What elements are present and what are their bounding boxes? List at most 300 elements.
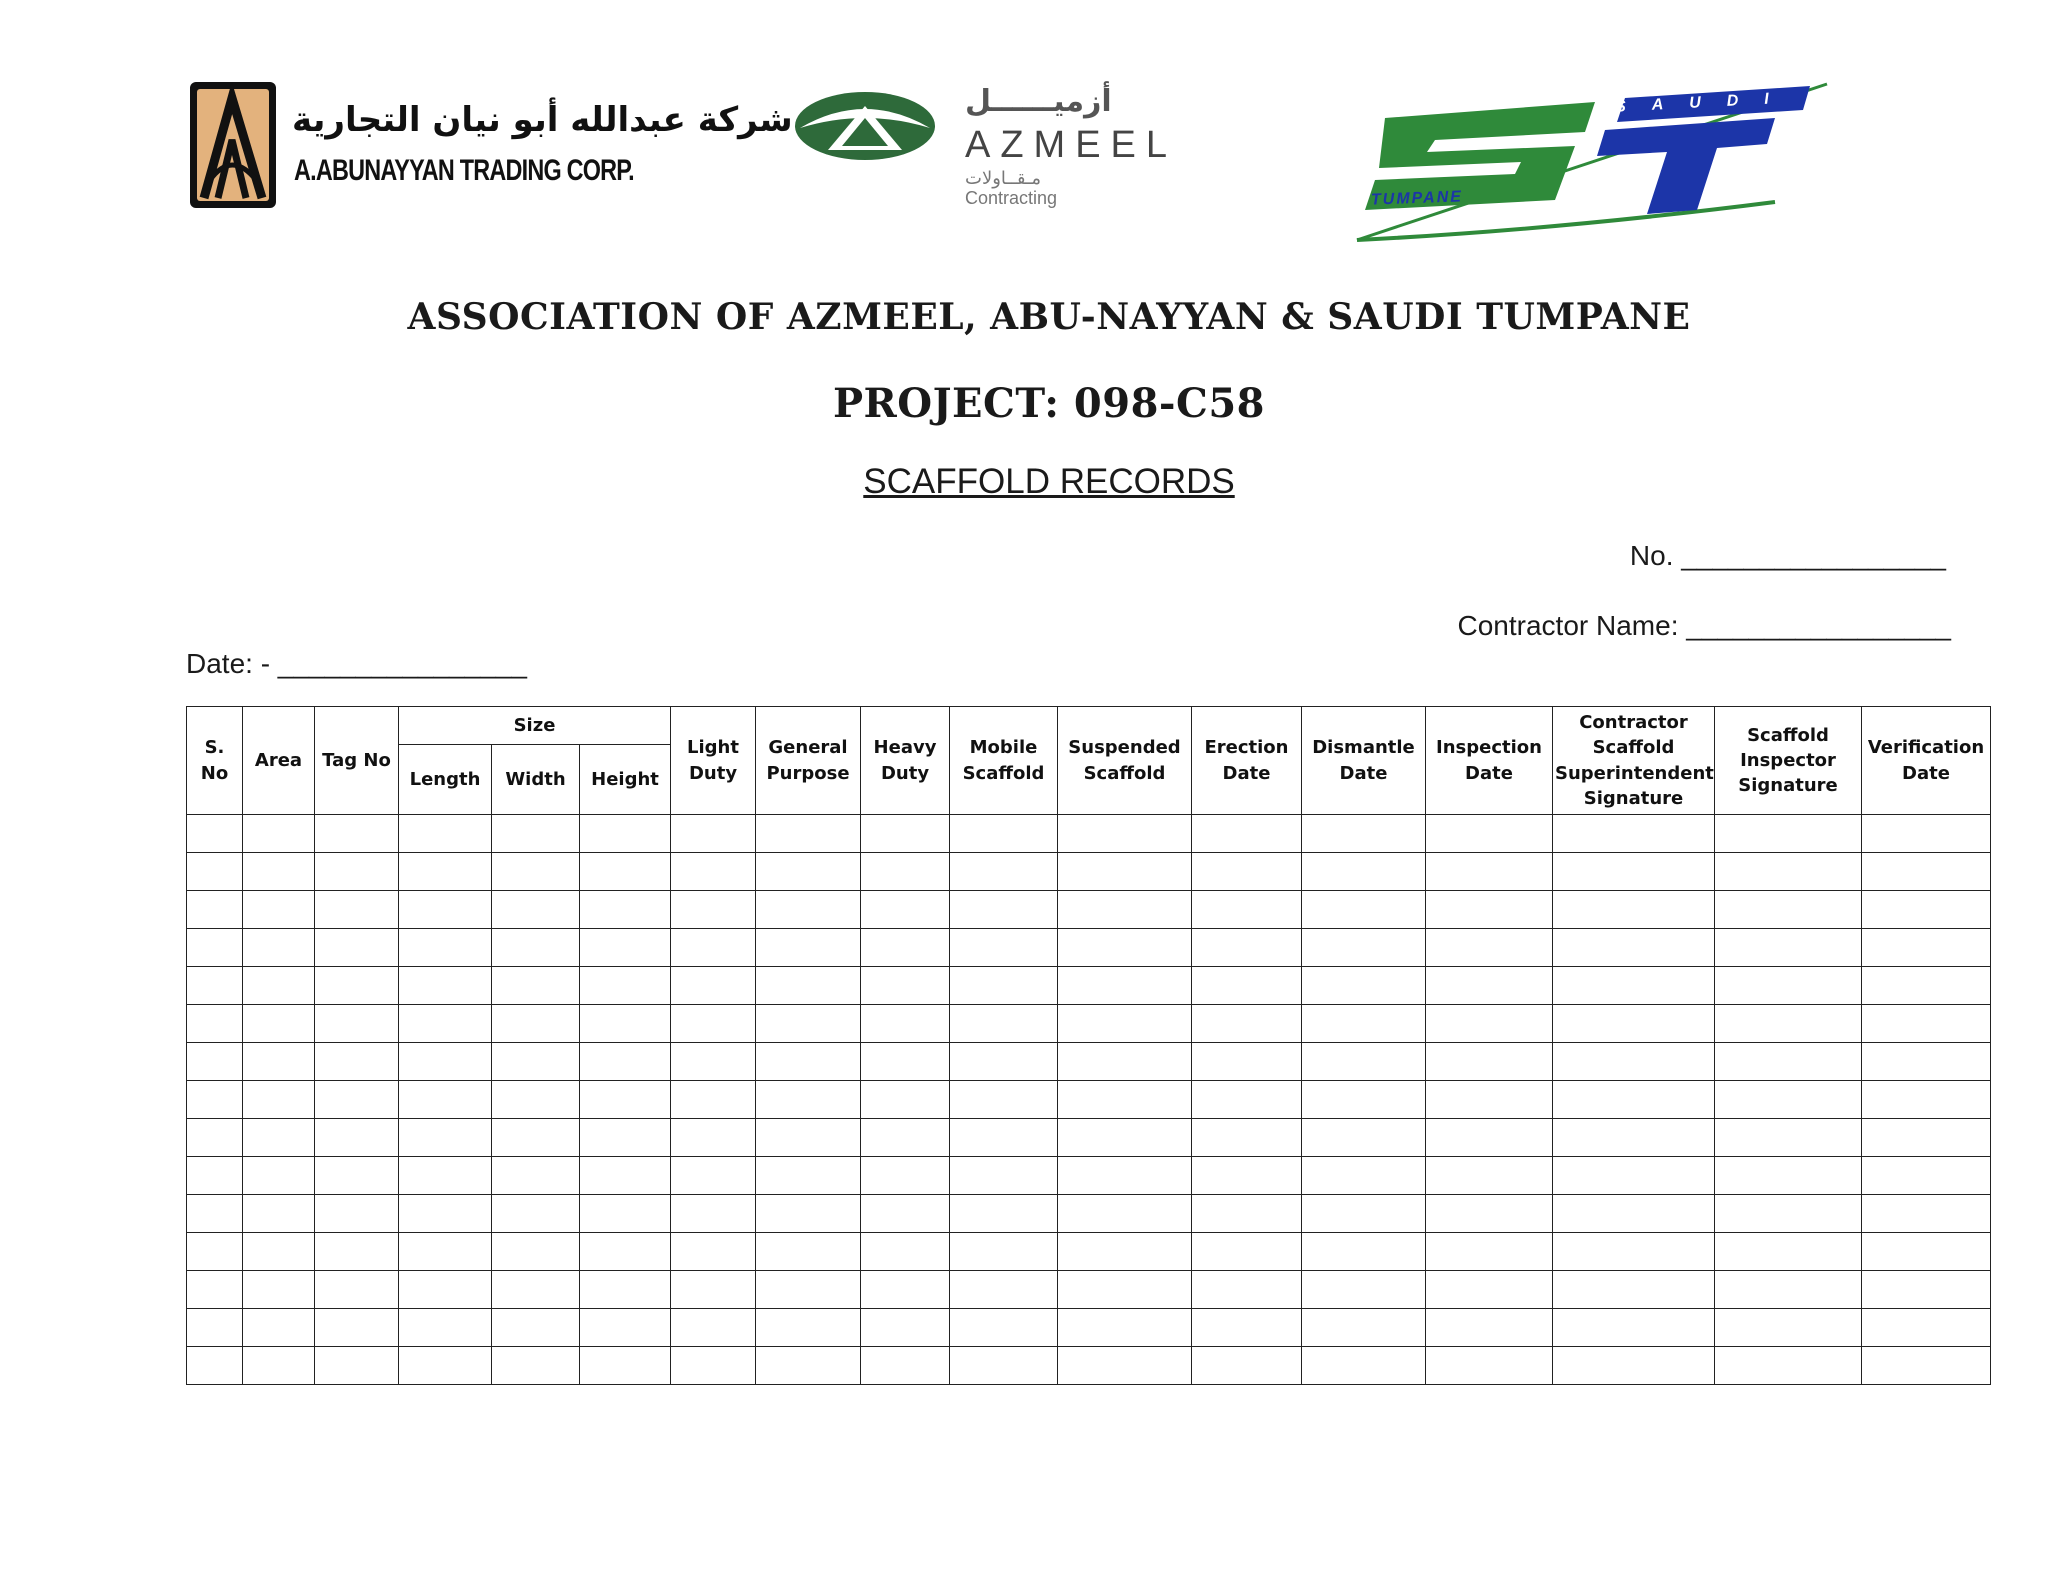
table-cell[interactable]: [950, 929, 1058, 967]
table-cell[interactable]: [399, 1081, 492, 1119]
table-cell[interactable]: [187, 1005, 243, 1043]
table-cell[interactable]: [1553, 1157, 1715, 1195]
table-cell[interactable]: [243, 815, 315, 853]
table-cell[interactable]: [756, 1157, 861, 1195]
table-cell[interactable]: [580, 967, 671, 1005]
table-cell[interactable]: [399, 1271, 492, 1309]
tumpane-bottom-text: TUMPANE: [1370, 188, 1464, 209]
table-cell[interactable]: [399, 853, 492, 891]
header-mobile-scaffold: Mobile Scaffold: [950, 707, 1058, 815]
table-cell[interactable]: [1715, 1271, 1862, 1309]
table-cell[interactable]: [1192, 1005, 1302, 1043]
table-cell[interactable]: [1058, 1309, 1192, 1347]
table-cell[interactable]: [187, 891, 243, 929]
table-cell[interactable]: [1302, 1005, 1426, 1043]
table-cell[interactable]: [1862, 891, 1991, 929]
tumpane-top-text: SAUDI: [1614, 89, 1796, 116]
table-cell[interactable]: [1715, 1081, 1862, 1119]
table-cell[interactable]: [950, 1195, 1058, 1233]
table-cell[interactable]: [243, 891, 315, 929]
header-inspector-signature: Scaffold Inspector Signature: [1715, 707, 1862, 815]
table-cell[interactable]: [1426, 929, 1553, 967]
table-cell[interactable]: [1715, 1119, 1862, 1157]
table-cell[interactable]: [950, 1157, 1058, 1195]
table-cell[interactable]: [1426, 1195, 1553, 1233]
table-cell[interactable]: [187, 1309, 243, 1347]
table-cell[interactable]: [187, 1043, 243, 1081]
table-cell[interactable]: [492, 815, 580, 853]
table-cell[interactable]: [243, 1309, 315, 1347]
table-cell[interactable]: [1426, 853, 1553, 891]
table-cell[interactable]: [243, 1081, 315, 1119]
table-cell[interactable]: [861, 1309, 950, 1347]
table-cell[interactable]: [243, 967, 315, 1005]
table-cell[interactable]: [756, 1233, 861, 1271]
table-cell[interactable]: [1058, 1347, 1192, 1385]
table-cell[interactable]: [1553, 1309, 1715, 1347]
table-cell[interactable]: [1862, 1081, 1991, 1119]
abunayyan-english-name: A.ABUNAYYAN TRADING CORP.: [294, 154, 634, 187]
table-cell[interactable]: [756, 967, 861, 1005]
table-cell[interactable]: [671, 1119, 756, 1157]
table-cell[interactable]: [1715, 929, 1862, 967]
table-cell[interactable]: [671, 891, 756, 929]
table-cell[interactable]: [671, 815, 756, 853]
table-cell[interactable]: [861, 1233, 950, 1271]
table-row: [187, 929, 1991, 967]
header-tag-no: Tag No: [315, 707, 399, 815]
table-cell[interactable]: [1862, 853, 1991, 891]
table-row: [187, 853, 1991, 891]
azmeel-arabic-name: أزميــــــل: [965, 84, 1112, 119]
table-cell[interactable]: [756, 891, 861, 929]
table-cell[interactable]: [1862, 1233, 1991, 1271]
table-cell[interactable]: [492, 853, 580, 891]
table-cell[interactable]: [1192, 891, 1302, 929]
table-cell[interactable]: [950, 967, 1058, 1005]
table-cell[interactable]: [1192, 1043, 1302, 1081]
header-suspended-scaffold: Suspended Scaffold: [1058, 707, 1192, 815]
table-cell[interactable]: [1058, 853, 1192, 891]
table-cell[interactable]: [950, 1233, 1058, 1271]
project-title: PROJECT: 098-C58: [832, 380, 1266, 427]
table-cell[interactable]: [315, 967, 399, 1005]
table-cell[interactable]: [861, 1005, 950, 1043]
table-cell[interactable]: [1302, 815, 1426, 853]
table-cell[interactable]: [1862, 1271, 1991, 1309]
table-cell[interactable]: [1192, 929, 1302, 967]
contractor-name-field[interactable]: Contractor Name: _________________: [1457, 610, 1951, 641]
table-cell[interactable]: [861, 1347, 950, 1385]
table-cell[interactable]: [315, 1309, 399, 1347]
table-cell[interactable]: [1302, 891, 1426, 929]
table-cell[interactable]: [1192, 853, 1302, 891]
table-cell[interactable]: [399, 1233, 492, 1271]
table-cell[interactable]: [187, 1157, 243, 1195]
table-cell[interactable]: [1715, 967, 1862, 1005]
table-cell[interactable]: [1553, 1043, 1715, 1081]
table-cell[interactable]: [243, 1233, 315, 1271]
table-cell[interactable]: [950, 1043, 1058, 1081]
table-cell[interactable]: [861, 891, 950, 929]
table-cell[interactable]: [187, 1347, 243, 1385]
table-cell[interactable]: [671, 1271, 756, 1309]
table-row: [187, 1119, 1991, 1157]
table-cell[interactable]: [580, 1309, 671, 1347]
table-cell[interactable]: [1426, 967, 1553, 1005]
table-cell[interactable]: [1058, 1119, 1192, 1157]
table-cell[interactable]: [1553, 1081, 1715, 1119]
table-cell[interactable]: [243, 1119, 315, 1157]
table-cell[interactable]: [1553, 1347, 1715, 1385]
table-cell[interactable]: [1058, 967, 1192, 1005]
table-cell[interactable]: [580, 1081, 671, 1119]
table-cell[interactable]: [861, 1119, 950, 1157]
table-cell[interactable]: [1426, 1271, 1553, 1309]
table-cell[interactable]: [492, 929, 580, 967]
table-cell[interactable]: [492, 1043, 580, 1081]
table-cell[interactable]: [399, 1309, 492, 1347]
table-cell[interactable]: [671, 1081, 756, 1119]
table-cell[interactable]: [315, 1347, 399, 1385]
table-cell[interactable]: [756, 1195, 861, 1233]
table-cell[interactable]: [492, 967, 580, 1005]
table-cell[interactable]: [243, 1005, 315, 1043]
table-cell[interactable]: [187, 1119, 243, 1157]
table-cell[interactable]: [580, 929, 671, 967]
table-cell[interactable]: [1715, 1005, 1862, 1043]
table-cell[interactable]: [315, 815, 399, 853]
table-cell[interactable]: [1426, 1119, 1553, 1157]
table-cell[interactable]: [1426, 815, 1553, 853]
table-cell[interactable]: [950, 1271, 1058, 1309]
table-cell[interactable]: [243, 1195, 315, 1233]
table-cell[interactable]: [315, 1157, 399, 1195]
table-cell[interactable]: [1192, 1271, 1302, 1309]
table-cell[interactable]: [399, 815, 492, 853]
table-cell[interactable]: [187, 929, 243, 967]
table-cell[interactable]: [671, 853, 756, 891]
azmeel-arabic-sub: مـقــاولات: [965, 168, 1041, 189]
table-cell[interactable]: [1192, 815, 1302, 853]
table-cell[interactable]: [315, 1005, 399, 1043]
table-cell[interactable]: [580, 853, 671, 891]
table-cell[interactable]: [861, 929, 950, 967]
table-cell[interactable]: [492, 1195, 580, 1233]
table-cell[interactable]: [243, 1043, 315, 1081]
table-cell[interactable]: [1302, 1119, 1426, 1157]
table-cell[interactable]: [1302, 1347, 1426, 1385]
table-cell[interactable]: [315, 891, 399, 929]
table-cell[interactable]: [315, 1043, 399, 1081]
table-cell[interactable]: [861, 1081, 950, 1119]
table-cell[interactable]: [1192, 1347, 1302, 1385]
table-cell[interactable]: [756, 929, 861, 967]
table-cell[interactable]: [580, 1195, 671, 1233]
table-cell[interactable]: [861, 853, 950, 891]
table-cell[interactable]: [1192, 967, 1302, 1005]
table-cell[interactable]: [580, 891, 671, 929]
table-cell[interactable]: [1715, 1233, 1862, 1271]
table-cell[interactable]: [187, 1081, 243, 1119]
table-cell[interactable]: [861, 1043, 950, 1081]
table-cell[interactable]: [315, 1119, 399, 1157]
table-cell[interactable]: [671, 1005, 756, 1043]
table-cell[interactable]: [1862, 1005, 1991, 1043]
table-cell[interactable]: [1426, 1347, 1553, 1385]
table-cell[interactable]: [1058, 929, 1192, 967]
table-cell[interactable]: [1862, 1043, 1991, 1081]
table-cell[interactable]: [187, 1271, 243, 1309]
table-cell[interactable]: [1715, 1347, 1862, 1385]
table-cell[interactable]: [243, 853, 315, 891]
table-cell[interactable]: [1426, 1157, 1553, 1195]
azmeel-logo: [790, 84, 1280, 234]
table-cell[interactable]: [243, 1157, 315, 1195]
table-cell[interactable]: [187, 853, 243, 891]
table-cell[interactable]: [580, 1271, 671, 1309]
table-cell[interactable]: [1715, 815, 1862, 853]
table-cell[interactable]: [580, 1347, 671, 1385]
table-cell[interactable]: [243, 1347, 315, 1385]
table-cell[interactable]: [1553, 1119, 1715, 1157]
table-cell[interactable]: [399, 967, 492, 1005]
table-cell[interactable]: [315, 1271, 399, 1309]
table-cell[interactable]: [1553, 1005, 1715, 1043]
table-cell[interactable]: [671, 929, 756, 967]
table-cell[interactable]: [1862, 929, 1991, 967]
table-cell[interactable]: [1192, 1233, 1302, 1271]
table-cell[interactable]: [492, 1157, 580, 1195]
table-cell[interactable]: [950, 1309, 1058, 1347]
table-cell[interactable]: [1715, 1309, 1862, 1347]
table-cell[interactable]: [492, 1309, 580, 1347]
table-row: [187, 1309, 1991, 1347]
table-row: [187, 1347, 1991, 1385]
table-cell[interactable]: [492, 1347, 580, 1385]
table-cell[interactable]: [1302, 1309, 1426, 1347]
abunayyan-logo: [188, 78, 793, 248]
table-cell[interactable]: [861, 1271, 950, 1309]
table-cell[interactable]: [950, 815, 1058, 853]
table-cell[interactable]: [399, 1195, 492, 1233]
header-general-purpose: General Purpose: [756, 707, 861, 815]
table-cell[interactable]: [1192, 1157, 1302, 1195]
table-cell[interactable]: [1553, 1233, 1715, 1271]
table-cell[interactable]: [1426, 1081, 1553, 1119]
saudi-tumpane-logo: [1355, 80, 1830, 245]
table-cell[interactable]: [671, 1043, 756, 1081]
abunayyan-emblem-icon: [188, 80, 278, 210]
header-height: Height: [580, 745, 671, 815]
table-cell[interactable]: [399, 929, 492, 967]
table-cell[interactable]: [187, 967, 243, 1005]
table-cell[interactable]: [1302, 1081, 1426, 1119]
table-cell[interactable]: [580, 1157, 671, 1195]
table-cell[interactable]: [1302, 1157, 1426, 1195]
table-cell[interactable]: [1553, 853, 1715, 891]
table-cell[interactable]: [1058, 1271, 1192, 1309]
table-cell[interactable]: [756, 853, 861, 891]
table-cell[interactable]: [671, 1233, 756, 1271]
table-cell[interactable]: [1192, 1309, 1302, 1347]
header-verification-date: Verification Date: [1862, 707, 1991, 815]
table-row: [187, 967, 1991, 1005]
table-cell[interactable]: [1553, 967, 1715, 1005]
table-cell[interactable]: [580, 1005, 671, 1043]
table-cell[interactable]: [399, 1157, 492, 1195]
table-cell[interactable]: [1426, 1233, 1553, 1271]
header-s-no: S. No: [187, 707, 243, 815]
table-cell[interactable]: [861, 1157, 950, 1195]
table-cell[interactable]: [315, 853, 399, 891]
table-cell[interactable]: [1058, 1195, 1192, 1233]
table-cell[interactable]: [1302, 1271, 1426, 1309]
table-cell[interactable]: [1058, 1005, 1192, 1043]
table-row: [187, 1005, 1991, 1043]
table-cell[interactable]: [1302, 1195, 1426, 1233]
table-cell[interactable]: [950, 891, 1058, 929]
table-cell[interactable]: [950, 1005, 1058, 1043]
table-cell[interactable]: [1715, 853, 1862, 891]
header-size: Size: [399, 707, 671, 745]
table-cell[interactable]: [1553, 815, 1715, 853]
table-cell[interactable]: [1426, 891, 1553, 929]
azmeel-emblem-icon: [790, 88, 940, 168]
table-cell[interactable]: [1862, 1195, 1991, 1233]
table-row: [187, 891, 1991, 929]
date-field[interactable]: Date: - ________________: [186, 648, 527, 679]
table-cell[interactable]: [1862, 1309, 1991, 1347]
table-cell[interactable]: [861, 967, 950, 1005]
table-cell[interactable]: [492, 1233, 580, 1271]
table-cell[interactable]: [1302, 1233, 1426, 1271]
table-cell[interactable]: [1553, 1271, 1715, 1309]
table-cell[interactable]: [756, 815, 861, 853]
table-cell[interactable]: [187, 1195, 243, 1233]
table-cell[interactable]: [492, 1119, 580, 1157]
table-cell[interactable]: [861, 1195, 950, 1233]
table-cell[interactable]: [580, 1043, 671, 1081]
table-cell[interactable]: [315, 929, 399, 967]
header-light-duty: Light Duty: [671, 707, 756, 815]
table-cell[interactable]: [671, 1195, 756, 1233]
table-cell[interactable]: [1426, 1005, 1553, 1043]
table-cell[interactable]: [1426, 1043, 1553, 1081]
table-cell[interactable]: [950, 1081, 1058, 1119]
table-row: [187, 1233, 1991, 1271]
azmeel-english-sub: Contracting: [965, 188, 1058, 208]
form-title: SCAFFOLD RECORDS: [863, 462, 1235, 501]
table-cell[interactable]: [399, 1347, 492, 1385]
table-cell[interactable]: [492, 891, 580, 929]
table-cell[interactable]: [671, 1309, 756, 1347]
table-cell[interactable]: [756, 1309, 861, 1347]
table-cell[interactable]: [1862, 1157, 1991, 1195]
table-cell[interactable]: [1302, 853, 1426, 891]
table-cell[interactable]: [1058, 891, 1192, 929]
table-cell[interactable]: [950, 1347, 1058, 1385]
abunayyan-arabic-name: شركة عبدالله أبو نيان التجارية: [292, 100, 793, 140]
table-cell[interactable]: [1302, 1043, 1426, 1081]
azmeel-english-name: AZMEEL: [965, 124, 1178, 166]
table-cell[interactable]: [1058, 815, 1192, 853]
table-cell[interactable]: [1192, 1081, 1302, 1119]
table-cell[interactable]: [756, 1347, 861, 1385]
table-cell[interactable]: [1192, 1195, 1302, 1233]
table-cell[interactable]: [580, 1233, 671, 1271]
table-cell[interactable]: [187, 815, 243, 853]
table-cell[interactable]: [756, 1081, 861, 1119]
table-cell[interactable]: [756, 1271, 861, 1309]
table-cell[interactable]: [1862, 967, 1991, 1005]
table-row: [187, 815, 1991, 853]
table-cell[interactable]: [399, 1043, 492, 1081]
header-contractor-signature: Contractor Scaffold Superintendent Signature: [1553, 707, 1715, 815]
table-cell[interactable]: [315, 1195, 399, 1233]
table-cell[interactable]: [1715, 1157, 1862, 1195]
table-cell[interactable]: [756, 1043, 861, 1081]
table-cell[interactable]: [1058, 1157, 1192, 1195]
table-cell[interactable]: [756, 1119, 861, 1157]
header-dismantle-date: Dismantle Date: [1302, 707, 1426, 815]
table-cell[interactable]: [1302, 967, 1426, 1005]
table-row: [187, 1271, 1991, 1309]
table-cell[interactable]: [1553, 891, 1715, 929]
table-cell[interactable]: [1553, 929, 1715, 967]
table-cell[interactable]: [950, 853, 1058, 891]
table-row: [187, 1195, 1991, 1233]
table-cell[interactable]: [1058, 1081, 1192, 1119]
header-width: Width: [492, 745, 580, 815]
table-cell[interactable]: [671, 1347, 756, 1385]
table-cell[interactable]: [1715, 1195, 1862, 1233]
form-number-field[interactable]: No. _________________: [1629, 540, 1946, 571]
table-cell[interactable]: [861, 815, 950, 853]
table-cell[interactable]: [243, 1271, 315, 1309]
table-cell[interactable]: [492, 1081, 580, 1119]
table-row: [187, 1081, 1991, 1119]
table-cell[interactable]: [1715, 891, 1862, 929]
table-cell[interactable]: [1862, 1119, 1991, 1157]
table-cell[interactable]: [1715, 1043, 1862, 1081]
table-cell[interactable]: [187, 1233, 243, 1271]
table-cell[interactable]: [1192, 1119, 1302, 1157]
association-title: ASSOCIATION OF AZMEEL, ABU-NAYYAN & SAUDI TUMPANE: [407, 296, 1691, 338]
table-cell[interactable]: [580, 815, 671, 853]
table-cell[interactable]: [315, 1081, 399, 1119]
table-cell[interactable]: [1058, 1043, 1192, 1081]
table-cell[interactable]: [492, 1271, 580, 1309]
table-cell[interactable]: [1862, 815, 1991, 853]
table-cell[interactable]: [399, 891, 492, 929]
table-cell[interactable]: [950, 1119, 1058, 1157]
table-cell[interactable]: [671, 1157, 756, 1195]
table-cell[interactable]: [399, 1119, 492, 1157]
table-cell[interactable]: [399, 1005, 492, 1043]
table-cell[interactable]: [1426, 1309, 1553, 1347]
table-cell[interactable]: [1553, 1195, 1715, 1233]
table-cell[interactable]: [243, 929, 315, 967]
table-cell[interactable]: [492, 1005, 580, 1043]
table-cell[interactable]: [1862, 1347, 1991, 1385]
table-cell[interactable]: [671, 967, 756, 1005]
table-cell[interactable]: [315, 1233, 399, 1271]
table-cell[interactable]: [756, 1005, 861, 1043]
table-cell[interactable]: [1058, 1233, 1192, 1271]
table-cell[interactable]: [580, 1119, 671, 1157]
table-cell[interactable]: [1302, 929, 1426, 967]
